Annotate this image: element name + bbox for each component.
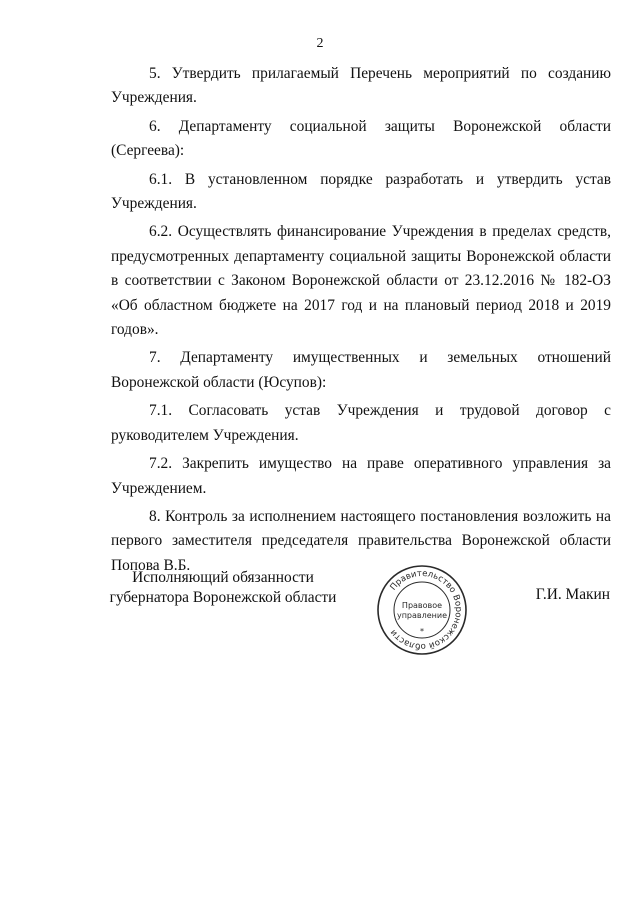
paragraph-7-2: 7.2. Закрепить имущество на праве оперативного управления за Учреждением. <box>111 455 611 497</box>
signatory-title-line-2: губернатора Воронежской области <box>109 589 337 606</box>
document-body <box>111 62 611 582</box>
stamp-center-line-2: управление <box>396 611 448 620</box>
signatory-name: Г.И. Макин <box>535 586 610 603</box>
stamp-center-line-1: Правовое <box>401 601 443 610</box>
paragraph-7-1: 7.1. Согласовать устав Учреждения и трудовой договор с руководителем Учреждения. <box>111 402 611 444</box>
paragraph-7: 7. Департаменту имущественных и земельных отношений Воронежской области (Юсупов): <box>111 349 611 391</box>
signatory-title <box>108 568 338 608</box>
stamp-outer-ring <box>378 566 466 654</box>
paragraph-8: 8. Контроль за исполнением настоящего постановления возложить на первого заместителя председателя правительства Воронежской области Попова В.Б. <box>111 507 611 574</box>
stamp-ring-text: Правительство Воронежской области <box>388 568 464 652</box>
paragraph-5: 5. Утвердить прилагаемый Перечень мероприятий по созданию Учреждения. <box>111 65 611 107</box>
paragraph-6-1: 6.1. В установленном порядке разработать и утвердить устав Учреждения. <box>111 170 611 213</box>
paragraph-6: 6. Департаменту социальной защиты Воронежской области (Сергеева): <box>111 117 611 160</box>
official-stamp <box>376 564 468 656</box>
paragraph-6-2: 6.2. Осуществлять финансирование Учреждения в пределах средств, предусмотренных департаменту социальной защиты Воронежской области в соответствии с Законом Воронежской области от 23.12.2016 № 182-ОЗ «Об областном бюджете на 2017 год и на плановый период 2018 и 2019 годов». <box>111 223 611 339</box>
signature-block <box>0 564 640 654</box>
page-number: 2 <box>316 36 324 51</box>
stamp-star-icon: * <box>420 627 424 636</box>
signatory-title-line-1: Исполняющий обязанности <box>132 569 314 586</box>
